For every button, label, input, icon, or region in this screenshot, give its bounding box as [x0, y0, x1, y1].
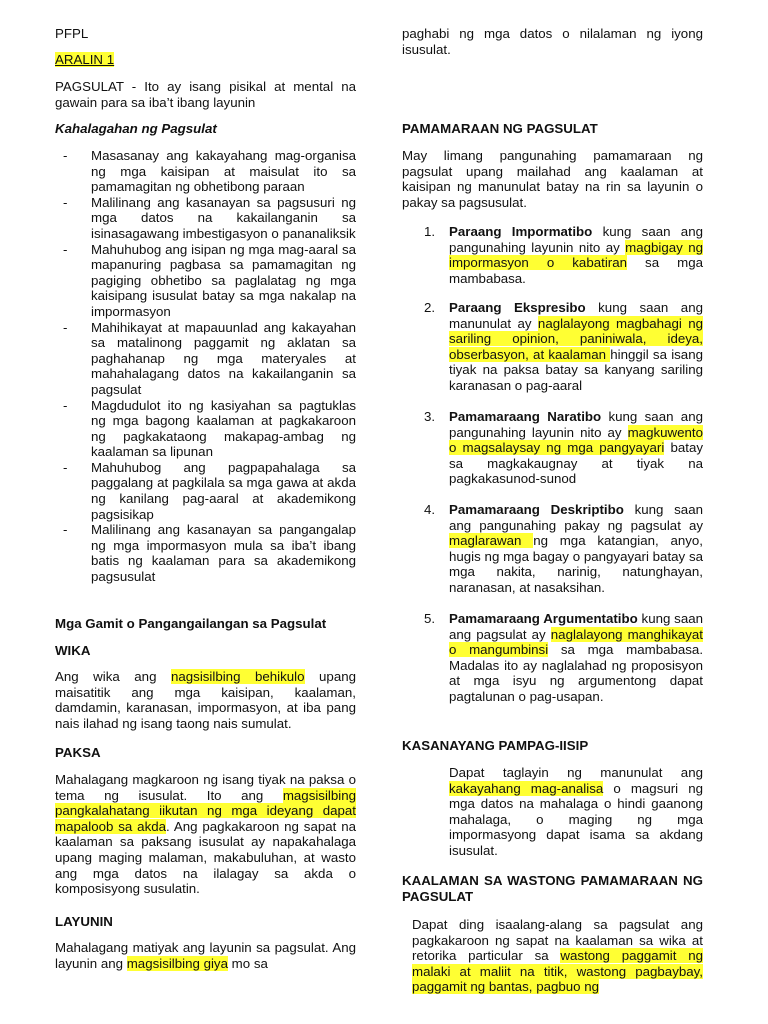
method-item [402, 300, 703, 394]
wika-highlight: nagsisilbing behikulo [170, 669, 305, 684]
method-item [402, 502, 703, 596]
bullet-marker: - [63, 241, 68, 257]
kahalagahan-list [55, 148, 356, 585]
method-highlight: naglalayong manghikayat o mangumbinsi [449, 626, 703, 658]
method-number: 2. [424, 300, 436, 315]
method-name: Pamamaraang Argumentatibo [449, 611, 638, 626]
method-text-b: batay sa magkakaugnay at tiyak na pagkakasunod-sunod [449, 440, 703, 487]
methods-list [402, 300, 703, 394]
wika-text-b: upang maisatitik ang mga kaisipan, kaalaman, damdamin, karanasan, impormasyon, at iba pang nais ilahad ng isang taong nais sumulat. [55, 669, 357, 731]
bullet-marker: - [63, 522, 68, 538]
method-name: Pamamaraang Naratibo [449, 409, 602, 424]
layunin-highlight: magsisilbing giya [126, 955, 228, 971]
method-text-a: kung saan ang pagsulat ay [449, 611, 703, 642]
bullet-marker: - [63, 459, 68, 475]
methods-list [402, 502, 703, 596]
pamamaraan-heading: PAMAMARAAN NG PAGSULAT [402, 121, 598, 136]
pagsulat-def: - Ito ay isang pisikal at mental na gawain para sa iba’t ibang layunin [55, 79, 356, 110]
method-text-a: kung saan ang pangunahing pakay ng pagsulat ay [449, 502, 703, 533]
kasanayan-paragraph [402, 765, 703, 859]
paksa-heading: PAKSA [55, 745, 101, 760]
paksa-text-a: Mahalagang magkaroon ng isang tiyak na paksa o tema ng isusulat. Ito ang [55, 772, 356, 803]
methods-list [402, 611, 703, 705]
doc-label: PFPL [55, 26, 89, 41]
methods-list [402, 409, 703, 487]
method-text-b: hinggil sa isang tiyak na paksa batay sa kanyang sariling karanasan o pag-aaral [449, 346, 703, 393]
kasanayan-heading: KASANAYANG PAMPAG-IISIP [402, 738, 589, 753]
method-name: Pamamaraang Deskriptibo [449, 502, 624, 517]
pagsulat-term: PAGSULAT [55, 79, 124, 94]
method-name: Paraang Ekspresibo [449, 300, 586, 315]
list-item [55, 398, 356, 460]
method-number: 3. [424, 409, 436, 424]
paksa-paragraph [55, 772, 356, 897]
method-text-a: kung saan ang manunulat ay [449, 300, 703, 331]
bullet-marker: - [63, 194, 68, 210]
method-highlight: naglalayong magbahagi ng sariling opinion, paniniwala, ideya, obserbasyon, at kaalaman [449, 315, 703, 362]
method-text-a: kung saan ang pangunahing layunin nito ay [449, 409, 703, 440]
kasanayan-text-a: Dapat taglayin ng manunulat ang [449, 765, 703, 780]
list-item [55, 242, 356, 320]
bullet-marker: - [63, 148, 68, 163]
method-text-b: sa mga mambabasa. Madalas ito ay naglalahad ng proposisyon at mga isyu ng argumentong dapat pagtalunan o pag-usapan. [449, 642, 704, 704]
layunin-paragraph [55, 940, 356, 971]
list-item-text: Malilinang ang kasanayan sa pangangalap ng mga impormasyon mula sa iba’t ibang batis ng kaalaman para sa akademikong pagsusulat [91, 522, 356, 585]
bullet-marker: - [63, 319, 68, 335]
layunin-heading: LAYUNIN [55, 914, 113, 929]
method-highlight: magbigay ng impormasyon o kabatiran [449, 239, 703, 271]
continued-paragraph: paghabi ng mga datos o nilalaman ng iyong isusulat. [402, 26, 703, 57]
method-text-a: kung saan ang pangunahing layunin nito ay [449, 224, 703, 255]
list-item-text: Mahuhubog ang pagpapahalaga sa paggalang at pagkilala sa mga gawa at akda ng kanilang pag-aaral at akademikong pagsisikap [91, 459, 356, 522]
list-item [55, 195, 356, 242]
method-text-b: ng mga katangian, anyo, hugis ng mga bagay o pangyayari batay sa mga nakita, narinig, natunghayan, naranasan, at nasaksihan. [449, 533, 703, 595]
list-item [55, 522, 356, 584]
wika-heading: WIKA [55, 643, 91, 658]
pamamaraan-intro: May limang pangunahing pamamaraan ng pagsulat upang mailahad ang kaalaman at kaisipan ng manunulat batay na rin sa layunin o pakay sa pagsusulat. [402, 148, 703, 210]
method-number: 1. [424, 224, 436, 239]
layunin-text-b: mo sa [227, 955, 268, 971]
lesson-label [55, 52, 114, 68]
list-item [55, 460, 356, 522]
method-item [402, 611, 703, 705]
paksa-text-b: . Ang pagkakaroon ng sapat na kaalaman sa paksang isusulat ay napakahalaga upang maging malaman, makabuluhan, at wasto ang mga datos na ilalagay sa akda o komposisyong susulatin. [55, 818, 356, 897]
method-item [402, 409, 703, 487]
list-item [55, 320, 356, 398]
list-item-text: Mahihikayat at mapauunlad ang kakayahan sa matalinong paggamit ng aklatan sa paghahanap ng mga materyales at mahahalagang datos na kakailanganin sa pagsulat [91, 319, 356, 397]
kaalaman-highlight: wastong paggamit ng malaki at maliit na titik, wastong pagbaybay, paggamit ng bantas, pagbuo ng [412, 948, 704, 995]
method-name: Paraang Impormatibo [449, 224, 593, 239]
wika-paragraph [55, 669, 356, 731]
list-item-text: Magdudulot ito ng kasiyahan sa pagtuklas ng mga bagong kaalaman at pagkakaroon ng pagkakataong makapag-ambag ng kaalaman sa lipunan [91, 397, 356, 460]
wika-text-a: Ang wika ang [55, 669, 171, 684]
method-text-b: sa mga mambabasa. [449, 255, 703, 286]
kaalaman-heading: KAALAMAN SA WASTONG PAMAMARAAN NG PAGSULAT [402, 873, 703, 904]
method-number: 4. [424, 502, 436, 517]
kahalagahan-heading: Kahalagahan ng Pagsulat [55, 121, 217, 136]
method-number: 5. [424, 611, 436, 626]
method-item [402, 224, 703, 286]
methods-list [402, 224, 703, 286]
bullet-marker: - [63, 397, 68, 413]
list-item-text: Mahuhubog ang isipan ng mga mag-aaral sa mapanuring pagbasa sa pamamagitan ng pagiging obhetibo sa paglalatag ng mga kaisipang isusulat batay sa mga nakalap na impormasyon [91, 241, 356, 319]
layunin-text-a: Mahalagang matiyak ang layunin sa pagsulat. Ang layunin ang [55, 940, 356, 971]
kaalaman-text-a: Dapat ding isaalang-alang sa pagsulat ang pagkakaroon ng sapat na kaalaman sa wika at retorika particular sa [412, 917, 703, 964]
paksa-highlight: magsisilbing pangkalahatang iikutan ng mga ideyang dapat mapaloob sa akda [55, 787, 356, 834]
list-item-text: Masasanay ang kakayahang mag-organisa ng mga kaisipan at maisulat ito sa pamamagitan ng obhetibong paraan [91, 148, 356, 195]
list-item-text: Malilinang ang kasanayan sa pagsusuri ng mga datos na kakailanganin sa isinasagawang imbestigasyon o pananaliksik [91, 194, 356, 241]
kaalaman-paragraph [402, 917, 703, 995]
list-item [55, 148, 356, 195]
method-highlight: magkuwento o magsalaysay ng mga pangyayari [449, 424, 703, 456]
method-highlight: maglarawan [449, 533, 534, 549]
lesson-label-text: ARALIN 1 [55, 52, 115, 67]
pagsulat-definition [55, 79, 356, 110]
kasanayan-highlight: kakayahang mag-analisa [449, 780, 604, 796]
gamit-heading: Mga Gamit o Pangangailangan sa Pagsulat [55, 616, 327, 631]
kasanayan-text-b: o magsuri ng mga datos na mahalaga o hindi gaanong mahalaga, o maging ng mga impormasyong dapat isama sa akdang isusulat. [449, 780, 704, 858]
